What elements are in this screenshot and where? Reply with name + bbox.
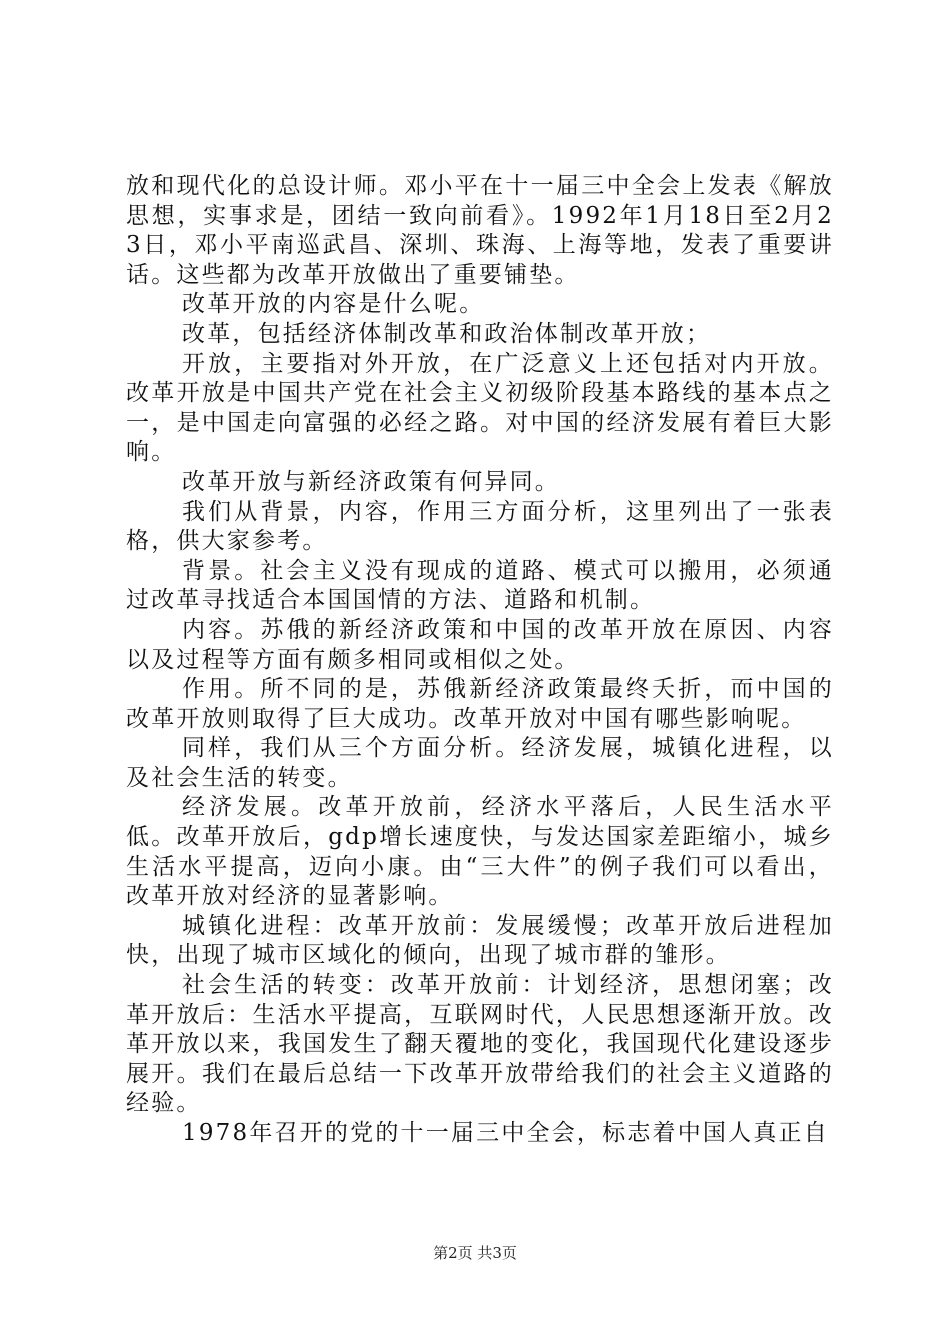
paragraph: 放和现代化的总设计师。邓小平在十一届三中全会上发表《解放思想，实事求是，团结一致向前看》。1992年1月18日至2月23日，邓小平南巡武昌、深圳、珠海、上海等地，发表了重要讲话。这些都为改革开放做出了重要铺垫。	[126, 173, 834, 288]
paragraph: 改革开放与新经济政策有何异同。	[182, 468, 560, 495]
body-text	[126, 172, 834, 1149]
paragraph: 经济发展。改革开放前，经济水平落后，人民生活水平低。改革开放后，gdp增长速度快，与发达国家差距缩小，城乡生活水平提高，迈向小康。由“三大件”的例子我们可以看出，改革开放对经济的显著影响。	[126, 794, 834, 910]
paragraph: 改革，包括经济体制改革和政治体制改革开放；	[182, 320, 712, 347]
paragraph: 我们从背景，内容，作用三方面分析，这里列出了一张表格，供大家参考。	[126, 498, 834, 555]
page-total: 共3页	[477, 1244, 517, 1262]
paragraph: 作用。所不同的是，苏俄新经济政策最终夭折，而中国的改革开放则取得了巨大成功。改革开放对中国有哪些影响呢。	[126, 676, 834, 732]
paragraph: 开放，主要指对外开放，在广泛意义上还包括对内开放。改革开放是中国共产党在社会主义初级阶段基本路线的基本点之一，是中国走向富强的必经之路。对中国的经济发展有着巨大影响。	[126, 350, 834, 466]
paragraph: 社会生活的转变：改革开放前：计划经济，思想闭塞；改革开放后：生活水平提高，互联网时代，人民思想逐渐开放。改革开放以来，我国发生了翻天覆地的变化，我国现代化建设逐步展开。我们在最后总结一下改革开放带给我们的社会主义道路的经验。	[126, 972, 834, 1117]
paragraph: 改革开放的内容是什么呢。	[182, 291, 485, 318]
paragraph: 内容。苏俄的新经济政策和中国的改革开放在原因、内容以及过程等方面有颇多相同或相似之处。	[126, 616, 834, 673]
page-footer	[0, 1243, 950, 1263]
paragraph: 背景。社会主义没有现成的道路、模式可以搬用，必须通过改革寻找适合本国国情的方法、道路和机制。	[126, 557, 834, 614]
paragraph: 同样，我们从三个方面分析。经济发展，城镇化进程，以及社会生活的转变。	[126, 735, 834, 791]
paragraph: 1978年召开的党的十一届三中全会，标志着中国人真正自	[182, 1120, 829, 1146]
page-number: 第2页	[433, 1244, 473, 1262]
paragraph: 城镇化进程：改革开放前：发展缓慢；改革开放后进程加快，出现了城市区域化的倾向，出现了城市群的雏形。	[126, 912, 834, 969]
